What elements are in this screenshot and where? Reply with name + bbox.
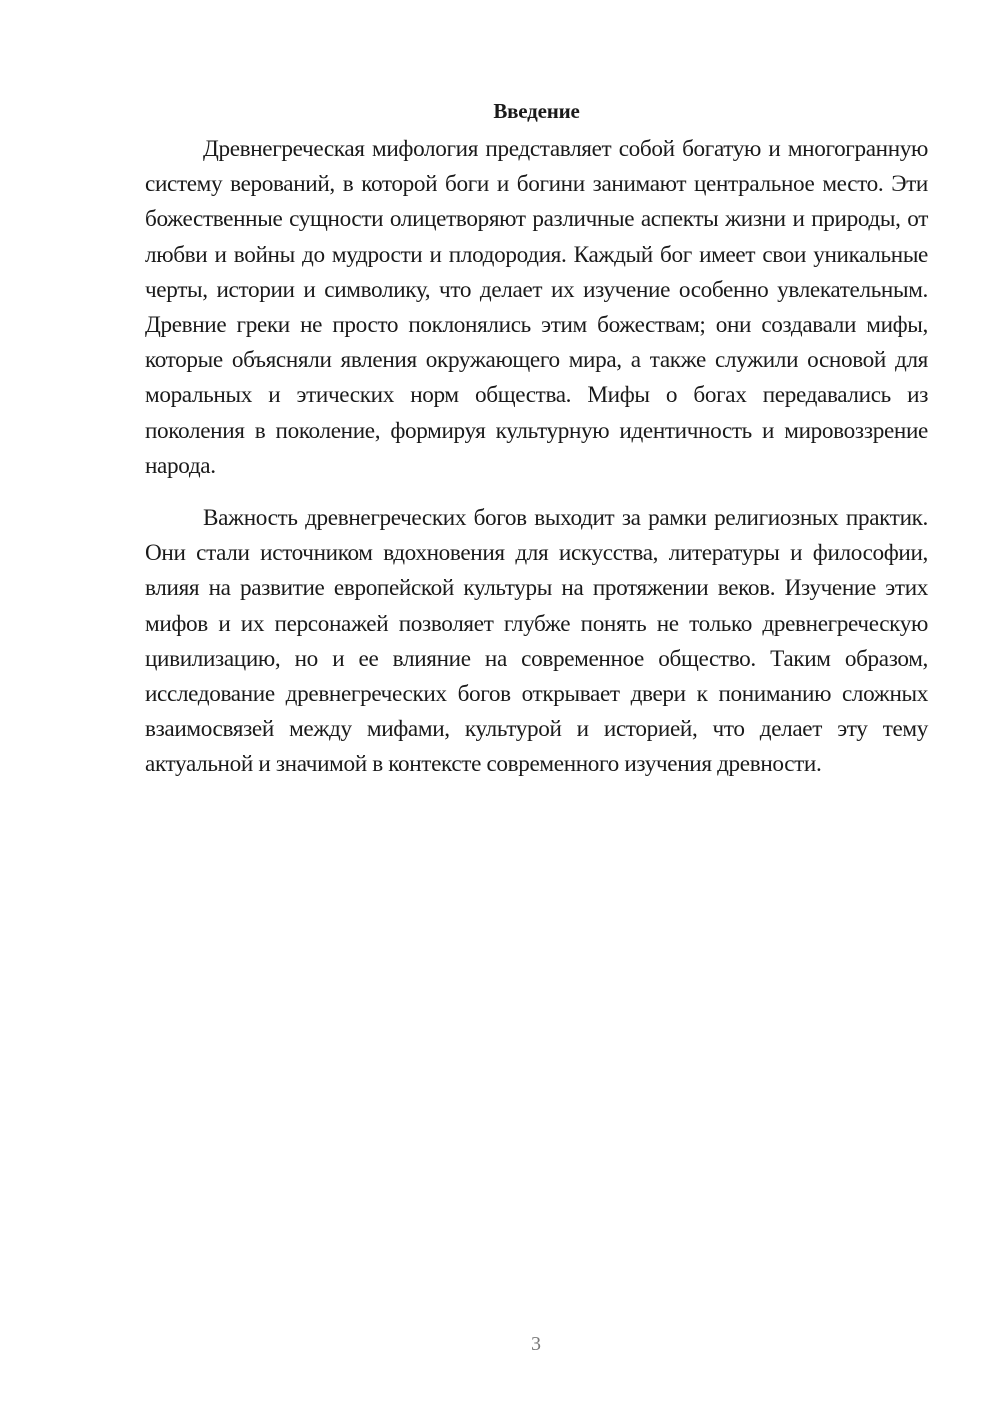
paragraph-importance: Важность древнегреческих богов выходит за рамки религиозных практик. Они стали источником вдохновения для искусства, литературы и философии, влияя на развитие европейской культуры на протяжении веков. Изучение этих мифов и их персонажей позволяет глубже понять не только древнегреческую цивилизацию, но и ее влияние на современное общество. Таким образом, исследование древнегреческих богов открывает двери к пониманию сложных взаимосвязей между мифами, культурой и историей, что делает эту тему актуальной и значимой в контексте современного изучения древности. (145, 505, 928, 778)
section-heading: Введение (493, 99, 580, 123)
page-content (145, 96, 928, 783)
paragraph-intro: Древнегреческая мифология представляет собой богатую и многогранную систему верований, в которой боги и богини занимают центральное место. Эти божественные сущности олицетворяют различные аспекты жизни и природы, от любви и войны до мудрости и плодородия. Каждый бог имеет свои уникальные черты, истории и символику, что делает их изучение особенно увлекательным. Древние греки не просто поклонялись этим божествам; они создавали мифы, которые объясняли явления окружающего мира, а также служили основой для моральных и этических норм общества. Мифы о богах передавались из поколения в поколение, формируя культурную идентичность и мировоззрение народа. (145, 136, 928, 479)
page-number: 3 (531, 1333, 541, 1355)
